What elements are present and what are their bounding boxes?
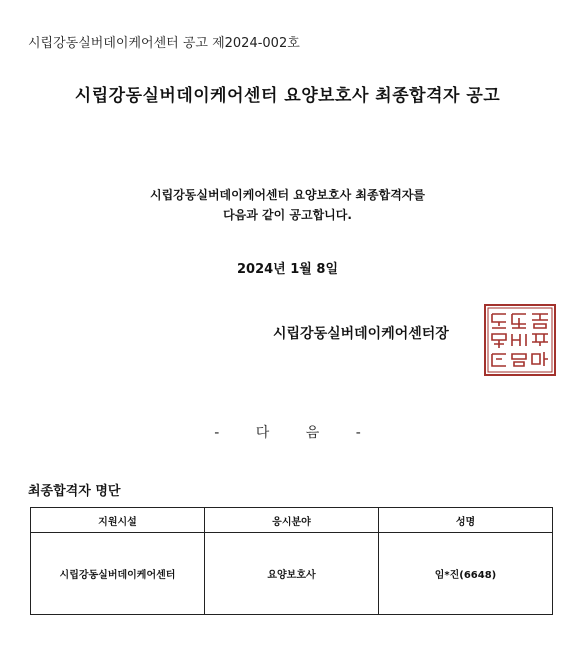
document-body bbox=[0, 185, 575, 225]
document-title: 시립강동실버데이케어센터 요양보호사 최종합격자 공고 bbox=[74, 86, 501, 106]
divider-heading bbox=[0, 422, 575, 442]
divider-word-1: 다 bbox=[255, 425, 270, 441]
body-line: 시립강동실버데이케어센터 요양보호사 최종합격자를 bbox=[150, 188, 425, 202]
seal-graphic bbox=[482, 302, 558, 378]
cell-facility: 시립강동실버데이케어센터 bbox=[31, 533, 205, 615]
divider-word-2: 음 bbox=[305, 425, 320, 441]
result-table bbox=[30, 507, 553, 615]
header-field: 응시분야 bbox=[205, 508, 379, 533]
document-date: 2024년 1월 8일 bbox=[237, 262, 338, 277]
table-header-row bbox=[31, 508, 553, 533]
cell-name: 임*진(6648) bbox=[379, 533, 553, 615]
header-facility: 지원시설 bbox=[31, 508, 205, 533]
table-row bbox=[31, 533, 553, 615]
issuer-name: 시립강동실버데이케어센터장 bbox=[273, 326, 449, 342]
list-heading: 최종합격자 명단 bbox=[28, 484, 121, 499]
header-name: 성명 bbox=[379, 508, 553, 533]
divider-dash-left: - bbox=[214, 425, 220, 441]
official-seal-icon bbox=[482, 302, 558, 378]
document-number: 시립강동실버데이케어센터 공고 제2024-002호 bbox=[28, 36, 300, 51]
body-line: 다음과 같이 공고합니다. bbox=[223, 208, 352, 222]
cell-field: 요양보호사 bbox=[205, 533, 379, 615]
divider-dash-right: - bbox=[355, 425, 361, 441]
